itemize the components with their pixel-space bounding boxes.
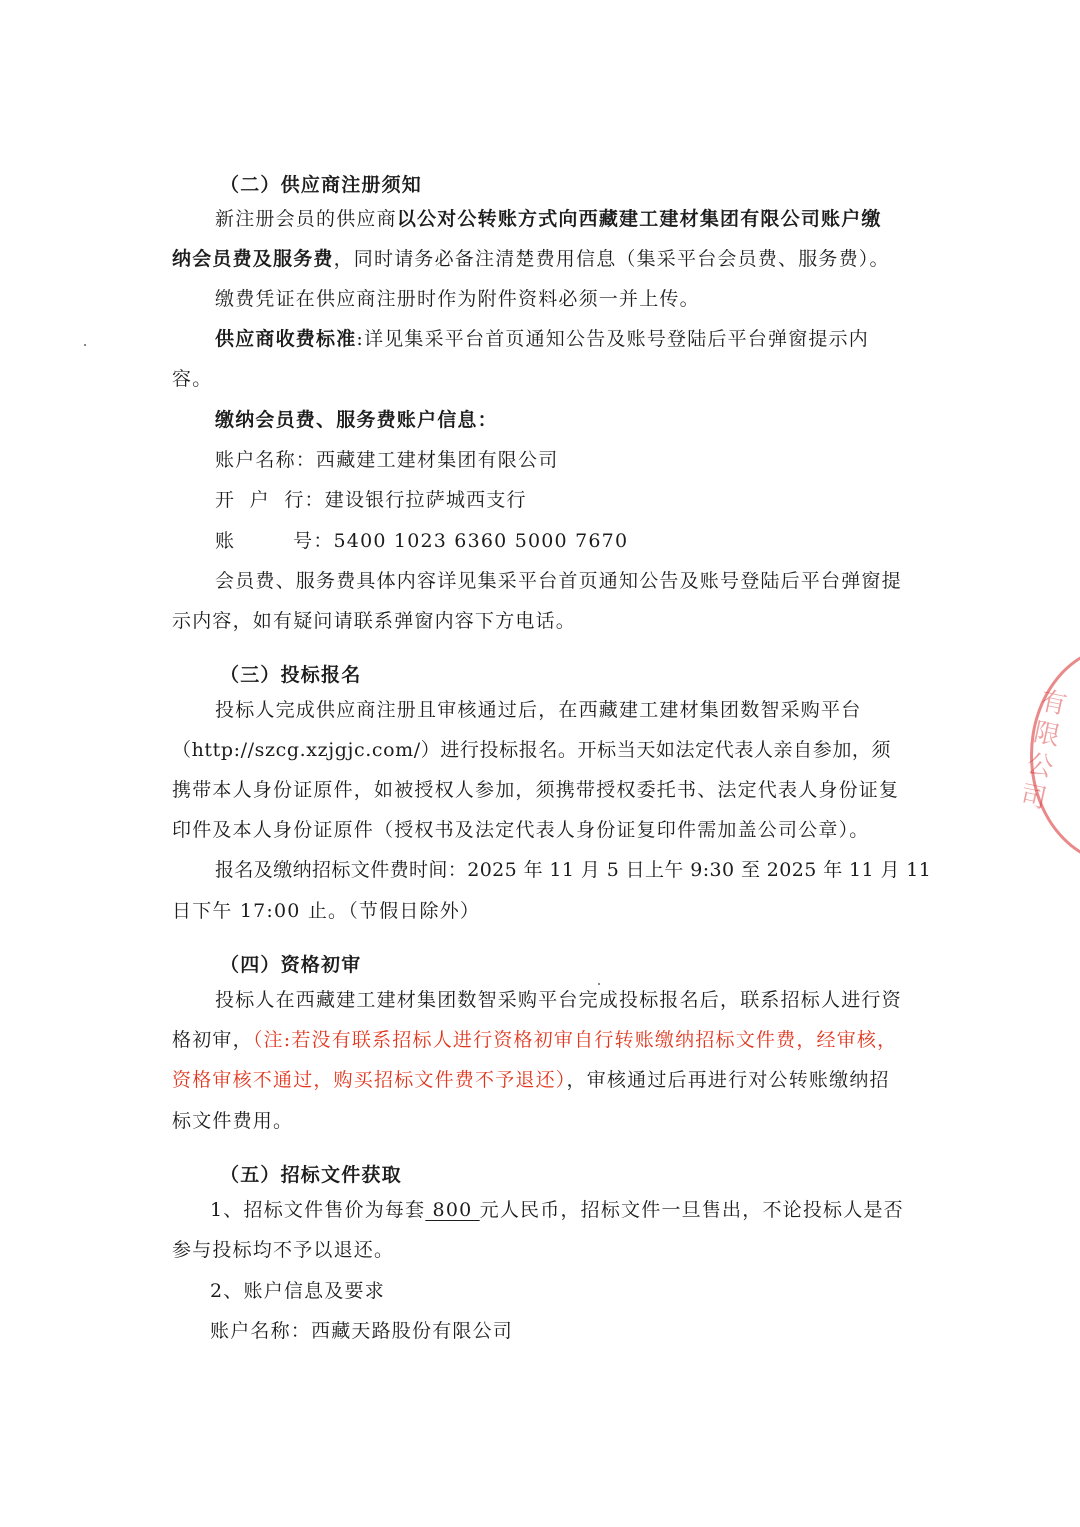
- section-4-paragraph-1-line-2: [172, 1027, 897, 1053]
- bold-text-run: 纳会员费及服务费: [172, 248, 334, 270]
- section-3-paragraph-1-line-1: 投标人完成供应商注册且审核通过后，在西藏建工建材集团数智采购平台: [215, 699, 862, 721]
- section-4-paragraph-1-line-3: [172, 1067, 890, 1093]
- section-5-item-2: 2、账户信息及要求: [210, 1280, 385, 1302]
- section-2-paragraph-2: 缴费凭证在供应商注册时作为附件资料必须一并上传。: [215, 288, 700, 310]
- section-5-item-1-line-1: [210, 1197, 904, 1223]
- text-run: :详见集采平台首页通知公告及账号登陆后平台弹窗提示内: [356, 328, 870, 350]
- scan-speck: [84, 344, 86, 346]
- red-note-run: 资格审核不通过，购买招标文件费不予退还）: [172, 1069, 567, 1091]
- section-2-paragraph-1-line-2: [172, 246, 890, 272]
- text-run: 元人民币，招标文件一旦售出，不论投标人是否: [479, 1199, 904, 1221]
- text-run: ，同时请务必备注清楚费用信息（集采平台会员费、服务费）。: [333, 248, 890, 270]
- section-3-paragraph-2-line-2: 日下午 17:00 止。（节假日除外）: [172, 900, 481, 922]
- section-3-paragraph-1-line-4: 印件及本人身份证原件（授权书及法定代表人身份证复印件需加盖公司公章）。: [172, 819, 870, 841]
- account-bank: 开 户 行：建设银行拉萨城西支行: [215, 489, 527, 511]
- section-2-paragraph-4-line-2: 示内容，如有疑问请联系弹窗内容下方电话。: [172, 610, 577, 632]
- section-3-paragraph-1-line-3: 携带本人身份证原件，如被授权人参加，须携带授权委托书、法定代表人身份证复: [172, 779, 900, 801]
- bold-text-run: 以公对公转账方式向西藏建工建材集团有限公司账户缴: [396, 208, 882, 230]
- text-run: 新注册会员的供应商: [215, 208, 397, 230]
- account-info-heading: 缴纳会员费、服务费账户信息：: [215, 409, 498, 431]
- section-2-paragraph-4-line-1: 会员费、服务费具体内容详见集采平台首页通知公告及账号登陆后平台弹窗提: [215, 570, 902, 592]
- section-5-item-1-line-2: 参与投标均不予以退还。: [172, 1239, 395, 1261]
- section-4-paragraph-1-line-1: 投标人在西藏建工建材集团数智采购平台完成投标报名后，联系招标人进行资: [215, 989, 902, 1011]
- seal-glyph: 有: [1037, 686, 1070, 721]
- section-3-heading: （三）投标报名: [220, 664, 362, 686]
- section-4-heading: （四）资格初审: [220, 954, 362, 976]
- section-2-paragraph-3-line-2: 容。: [172, 368, 213, 390]
- text-run: 格初审，: [172, 1029, 253, 1051]
- red-note-run: （注:若没有联系招标人进行资格初审自行转账缴纳招标文件费，经审核，: [252, 1029, 898, 1051]
- bold-text-run: 供应商收费标准: [215, 328, 357, 350]
- price-value: 800: [425, 1199, 480, 1221]
- text-run: 1、招标文件售价为每套: [210, 1199, 426, 1221]
- company-seal-glyphs: [1017, 685, 1080, 823]
- section-2-heading: （二）供应商注册须知: [220, 174, 423, 196]
- account-number: 账 号：5400 1023 6360 5000 7670: [215, 530, 629, 552]
- seal-glyph: 公: [1024, 748, 1056, 784]
- seal-glyph: 司: [1017, 780, 1050, 815]
- seal-glyph: 限: [1030, 717, 1063, 753]
- section-5-heading: （五）招标文件获取: [220, 1164, 402, 1186]
- section-3-paragraph-2-line-1: 报名及缴纳招标文件费时间：2025 年 11 月 5 日上午 9:30 至 2025 年 11 月 11: [215, 859, 932, 881]
- text-run: ，审核通过后再进行对公转账缴纳招: [566, 1069, 890, 1091]
- section-2-paragraph-3-line-1: [215, 326, 869, 352]
- section-5-account-name: 账户名称：西藏天路股份有限公司: [210, 1320, 514, 1342]
- section-2-paragraph-1-line-1: [215, 206, 882, 232]
- scan-speck: [598, 983, 600, 985]
- account-name: 账户名称：西藏建工建材集团有限公司: [215, 449, 559, 471]
- section-3-paragraph-1-line-2: （http://szcg.xzjgjc.com/）进行投标报名。开标当天如法定代表人亲自参加，须: [172, 739, 892, 761]
- section-4-paragraph-1-line-4: 标文件费用。: [172, 1110, 294, 1132]
